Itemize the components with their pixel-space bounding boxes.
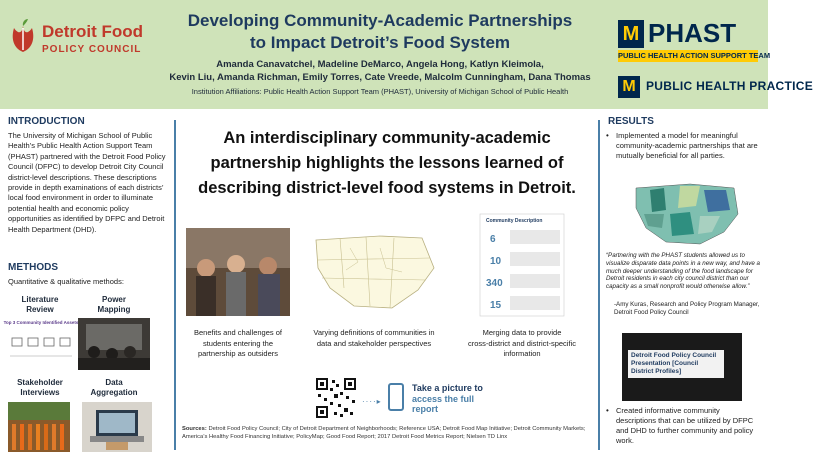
bullet-icon-2: •	[606, 406, 609, 415]
results-bullet-2: Created informative community descriptions that can be utilized by DFPC and DHD to further community and policy work.	[616, 406, 754, 445]
report-qr-code[interactable]	[314, 376, 358, 420]
authors-line-2: Kevin Liu, Amanda Richman, Emily Torres, Cate Vreede, Malcolm Cunningham, Dana Thomas	[169, 72, 591, 83]
stakeholder-interviews-photo	[8, 402, 70, 452]
dfpc-title: Detroit Food	[42, 22, 144, 41]
results-heading: RESULTS	[608, 116, 654, 127]
public-health-practice-logo	[618, 76, 813, 98]
method-literature-review: Literature Review	[21, 295, 59, 314]
doc-number-4: 15	[490, 300, 502, 311]
key-message-headline: An interdisciplinary community-academic partnership highlights the lessons learned of describing district-level food systems in Detroit.	[198, 129, 576, 197]
methods-heading: METHODS	[8, 262, 58, 273]
lit-graphic-title: Top 3 Community Identified Assets	[3, 320, 79, 325]
umich-m-icon-2: M	[618, 76, 640, 98]
arrow-dots-icon: ····▸	[362, 397, 382, 406]
students-photo	[186, 228, 290, 316]
report-call-to-action[interactable]	[412, 383, 483, 415]
power-mapping-photo	[78, 318, 150, 370]
data-aggregation-photo	[82, 402, 152, 452]
sources-label: Sources:	[182, 426, 207, 432]
phast-wordmark: PHAST	[648, 18, 737, 48]
phast-logo	[618, 18, 771, 62]
cta-line-2: access the full	[412, 393, 475, 404]
poster-header	[0, 0, 813, 109]
left-divider	[174, 120, 176, 450]
public-health-practice-wordmark: PUBLIC HEALTH PRACTICE	[646, 79, 813, 93]
affiliations: Institution Affiliations: Public Health Action Support Team (PHAST), University of Michigan School of Public Health	[191, 87, 569, 96]
dfpc-leaf-icon	[8, 18, 38, 56]
doc-title: Community Description	[486, 218, 543, 224]
phast-tagline: PUBLIC HEALTH ACTION SUPPORT TEAM	[618, 51, 771, 60]
community-description-document	[480, 214, 564, 316]
doc-number-1: 6	[490, 234, 496, 245]
phone-icon	[388, 383, 404, 411]
literature-review-graphic	[3, 318, 79, 370]
cta-line-3: report	[412, 404, 439, 414]
sources	[182, 426, 590, 441]
methods-subheading: Quantitative & qualitative methods:	[8, 277, 124, 286]
partner-quote: “Partnering with the PHAST students allowed us to visualize disparate data points in a new way, and have a much deeper understanding of the food landscape for Detroit residents in each city council district than our capacity as a small nonprofit would otherwise allow.”	[606, 252, 760, 291]
right-divider	[598, 120, 600, 450]
caption-merging-data: Merging data to provide cross-district and district-specific information	[468, 328, 576, 358]
sources-text: Detroit Food Policy Council; City of Detroit Department of Neighborhoods; Reference USA; Detroit Food Map Initiative; Detroit Community Markets; America’s Healthy Food Financing Initiative; PolicyMap; Good Food Report; 2017 Detroit Food Metrics Report; Nielsen TD Linx	[182, 426, 586, 440]
quote-attribution: -Amy Kuras, Research and Policy Program Manager, Detroit Food Policy Council	[614, 301, 760, 316]
dfpc-subtitle: POLICY COUNCIL	[42, 44, 142, 55]
authors	[160, 58, 600, 84]
caption-communities: Varying definitions of communities in data and stakeholder perspectives	[313, 328, 435, 348]
caption-students: Benefits and challenges of students entering the partnership as outsiders	[194, 328, 282, 358]
results-district-map	[630, 180, 742, 248]
district-map	[310, 228, 438, 316]
dfpc-logo	[8, 16, 148, 60]
umich-m-icon: M	[618, 20, 644, 48]
title-line-1: Developing Community-Academic Partnerships	[187, 11, 573, 30]
results-bullet-1: Implemented a model for meaningful community-academic partnerships that are mutually beneficial for all parties.	[616, 131, 758, 160]
introduction-text: The University of Michigan School of Public Health’s Public Health Action Support Team (PHAST) partnered with the Detroit Food Policy Council (DFPC) to develop Detroit City Council district-level descriptions. These descriptions provide in depth examinations of each districts’ local food environment in order to illuminate potential health and economic policy opportunities as identified by DFPC and Detroit Health Department (DHD).	[8, 131, 166, 234]
doc-number-2: 10	[490, 256, 502, 267]
doc-number-3: 340	[486, 278, 503, 289]
presentation-title: Detroit Food Policy Council Presentation [Council District Profiles]	[628, 350, 724, 378]
title-line-2: to Impact Detroit’s Food System	[249, 33, 511, 52]
method-data-aggregation: Data Aggregation	[90, 378, 138, 397]
method-power-mapping: Power Mapping	[97, 295, 131, 314]
authors-line-1: Amanda Canavatchel, Madeline DeMarco, Angela Hong, Katlyn Kleimola,	[216, 59, 544, 70]
method-stakeholder-interviews: Stakeholder Interviews	[17, 378, 63, 397]
cta-line-1: Take a picture to	[412, 383, 483, 393]
poster-title	[160, 10, 600, 54]
bullet-icon: •	[606, 131, 609, 140]
introduction-heading: INTRODUCTION	[8, 116, 85, 127]
